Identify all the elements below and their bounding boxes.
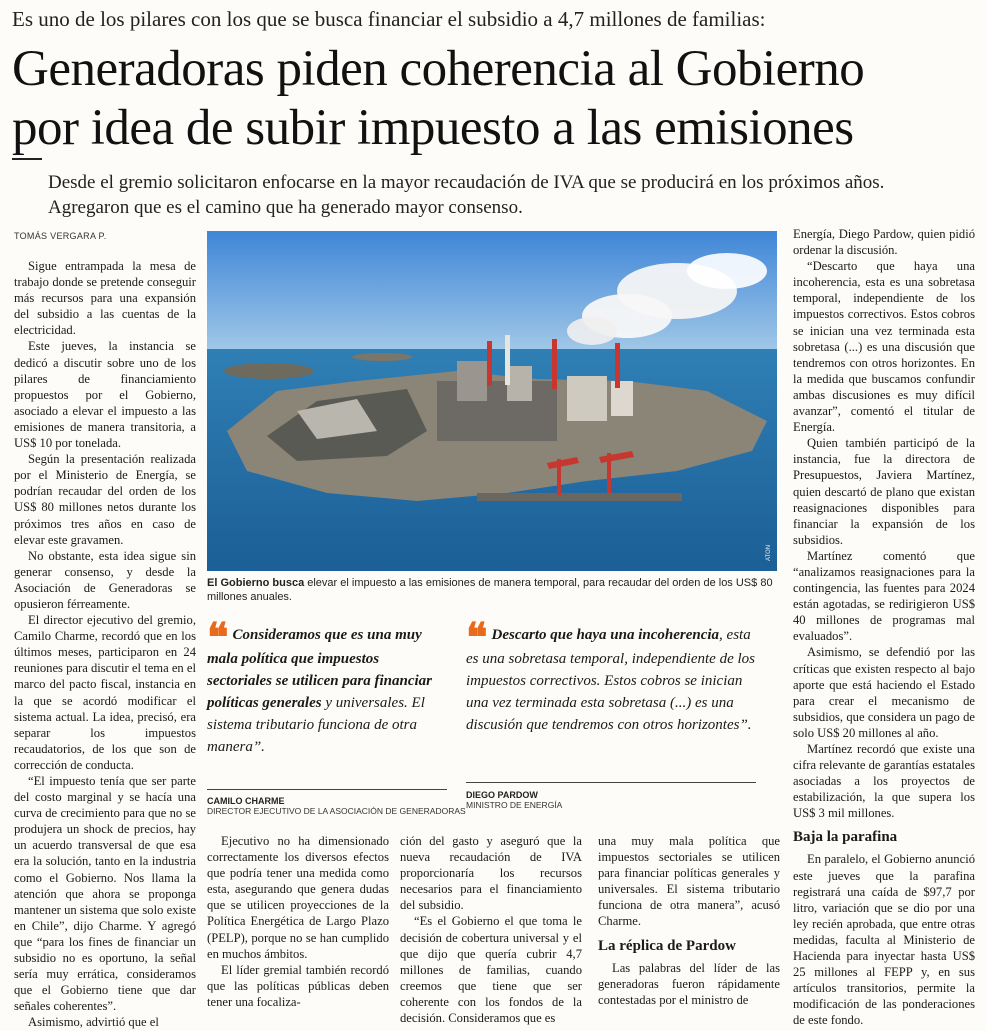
paragraph: “Descarto que haya una incoherencia, esta es una sobretasa temporal, independiente de los impuestos correctivos. Estos cobros se inician una vez terminada esta sobretasa (...) es una discusión que tendremos con otros horizontes. En la medida que buscamos confundir ambas discusiones es muy difícil avanzar”, comentó el titular de Energía.: [793, 259, 975, 435]
paragraph: ción del gasto y aseguró que la nueva recaudación de IVA proporcionaría los recursos necesarios para el financiamiento del subsidio.: [400, 834, 582, 913]
paragraph: Quien también participó de la instancia, fue la directora de Presupuestos, Javiera Martínez, quien descartó de plano que existan reasignaciones disponibles para financiar la expansión de los subsidios.: [793, 436, 975, 547]
subhead-replica: La réplica de Pardow: [598, 937, 736, 954]
power-plant-illustration: [207, 231, 777, 571]
quote-text: y universales. El sistema tributario funciona de otra manera”.: [207, 695, 425, 755]
dek: Desde el gremio solicitaron enfocarse en la mayor recaudación de IVA que se producirá en los próximos años. Agregaron que es el camino que ha generado mayor consenso.: [48, 172, 885, 218]
quote-mark-icon: ❝: [466, 614, 488, 661]
column-2: [207, 833, 389, 1010]
pull-quote-2: [466, 614, 756, 736]
pull-quote-1: [207, 614, 447, 758]
paragraph: Asimismo, se defendió por las críticas que existen respecto al bajo aporte que está haciendo el Estado para crear el mecanismo de subsidios, que considera un pago de solo US$ 20 millones al año.: [793, 645, 975, 740]
quote-1-name: CAMILO CHARME: [207, 796, 285, 806]
subhead-parafina: Baja la parafina: [793, 829, 898, 846]
paragraph: Energía, Diego Pardow, quien pidió ordenar la discusión.: [793, 227, 975, 258]
photo-credit: ATON: [766, 544, 772, 561]
column-5: [793, 226, 975, 1029]
headline-rule: [12, 158, 42, 160]
quote-2-rule: [466, 782, 756, 783]
paragraph: Las palabras del líder de las generadoras fueron rápidamente contestadas por el ministro de: [598, 960, 780, 1007]
paragraph: “El impuesto tenía que ser parte del costo marginal y se hacía una curva de crecimiento para que no se produjera un shock de precios, hay un acuerdo transversal de que esa era la solución, tanto en la industria como el Gobierno. Nos llama la atención que ahora se proponga mantener un sistema que solo existe en Chile”, dijo Charme. Y agregó que “para los fines de financiar un subsidio no es oportuno, la señal sería muy errática, consideramos que el Gobierno tiene que dar señales coherentes”.: [14, 774, 196, 1014]
quote-2-role: MINISTRO DE ENERGÍA: [466, 800, 563, 810]
paragraph: Asimismo, advirtió que el: [28, 1015, 159, 1030]
paragraph: Martínez recordó que existe una cifra relevante de garantías estatales asociadas a los proyectos de estabilización, la que supera los US$ 3 mil millones.: [793, 742, 975, 821]
headline: [12, 40, 982, 158]
paragraph: Este jueves, la instancia se dedicó a discutir sobre uno de los pilares de financiamiento propuestos por el Gobierno, asociado a elevar el impuesto a las emisiones de manera transitoria, a US$ 10 por tonelada.: [14, 339, 196, 451]
caption-text: elevar el impuesto a las emisiones de manera temporal, para recaudar del orden de los US$ 80 millones anuales.: [207, 577, 773, 603]
paragraph: No obstante, esta idea sigue sin generar consenso, y desde la Asociación de Generadoras se opusieron férreamente.: [14, 548, 196, 611]
paragraph: En paralelo, el Gobierno anunció este jueves que la parafina registrará una caída de $97,7 por litro, variación que se dio por una ley recién aprobada, que entre otras medidas, faculta al Ministerio de Hacienda para inyectar hasta US$ 25 millones al FEPP y, en sus artículos transitorios, permite la modificación de las ponderaciones de este fondo.: [793, 852, 975, 1028]
quote-mark-icon: ❝: [207, 614, 229, 661]
paragraph: Martínez comentó que “analizamos reasignaciones para la contingencia, las fuentes para 2024 están agotadas, se redirigieron US$ 40 millones de programas mal evaluados”.: [793, 548, 975, 644]
quote-2-name: DIEGO PARDOW: [466, 790, 538, 800]
column-1: [14, 258, 196, 1031]
column-4: [598, 833, 780, 1008]
quote-bold: Consideramos que es una muy mala política que impuestos sectoriales se utilicen para financiar políticas generales: [207, 627, 432, 711]
caption-lead: El Gobierno busca: [207, 577, 305, 589]
paragraph: El líder gremial también recordó que las políticas públicas deben tener una focaliza-: [207, 962, 389, 1009]
paragraph: Sigue entrampada la mesa de trabajo donde se pretende conseguir más recursos para una expansión del subsidio a las cuentas de la electricidad.: [14, 259, 196, 338]
paragraph: una muy mala política que impuestos sectoriales se utilicen para financiar políticas generales y universales. El sistema tributario funciona de otra manera”, acusó Charme.: [598, 834, 780, 929]
article-photo: [207, 231, 777, 571]
paragraph: El director ejecutivo del gremio, Camilo Charme, recordó que en los últimos meses, participaron en 24 reuniones para discutir el tema en el marco del pacto fiscal, instancia en la que se acordó modificar el sistema actual. La idea, precisó, era separar los impuestos recaudatorios, de los que son de corrección de conducta.: [14, 613, 196, 772]
quote-1-rule: [207, 789, 447, 790]
paragraph: Ejecutivo no ha dimensionado correctamente los diversos efectos que podría tener una medida como esta, asegurando que genera dudas que se utilicen proyecciones de la Política Energética de Largo Plazo (PELP), porque no se han cumplido en muchos ámbitos.: [207, 834, 389, 961]
quote-text: , esta es una sobretasa temporal, independiente de los impuestos correctivos. Estos cobros se inician una vez terminada esta sobretasa (...) es una discusión que tendremos con otros horizontes”.: [466, 627, 755, 733]
paragraph: Según la presentación realizada por el Ministerio de Energía, se podrían recaudar del orden de los US$ 80 millones netos durante los próximos tres años en caso de elevar este gravamen.: [14, 452, 196, 547]
byline: TOMÁS VERGARA P.: [14, 231, 107, 241]
headline-line-2: por idea de subir impuesto a las emisiones: [12, 100, 854, 156]
kicker: Es uno de los pilares con los que se busca financiar el subsidio a 4,7 millones de familias:: [12, 7, 766, 31]
headline-line-1: Generadoras piden coherencia al Gobierno: [12, 41, 865, 97]
quote-1-role: DIRECTOR EJECUTIVO DE LA ASOCIACIÓN DE GENERADORAS: [207, 806, 466, 816]
quote-bold: Descarto que haya una incoherencia: [491, 627, 720, 643]
paragraph: “Es el Gobierno el que toma le decisión de cobertura universal y el que dijo que quería cubrir 4,7 millones de familias, cuando creemos que tiene que ser coherente con los fondos de la decisión. Consideramos que es: [400, 914, 582, 1026]
photo-caption: [207, 576, 782, 604]
column-3: [400, 833, 582, 1026]
